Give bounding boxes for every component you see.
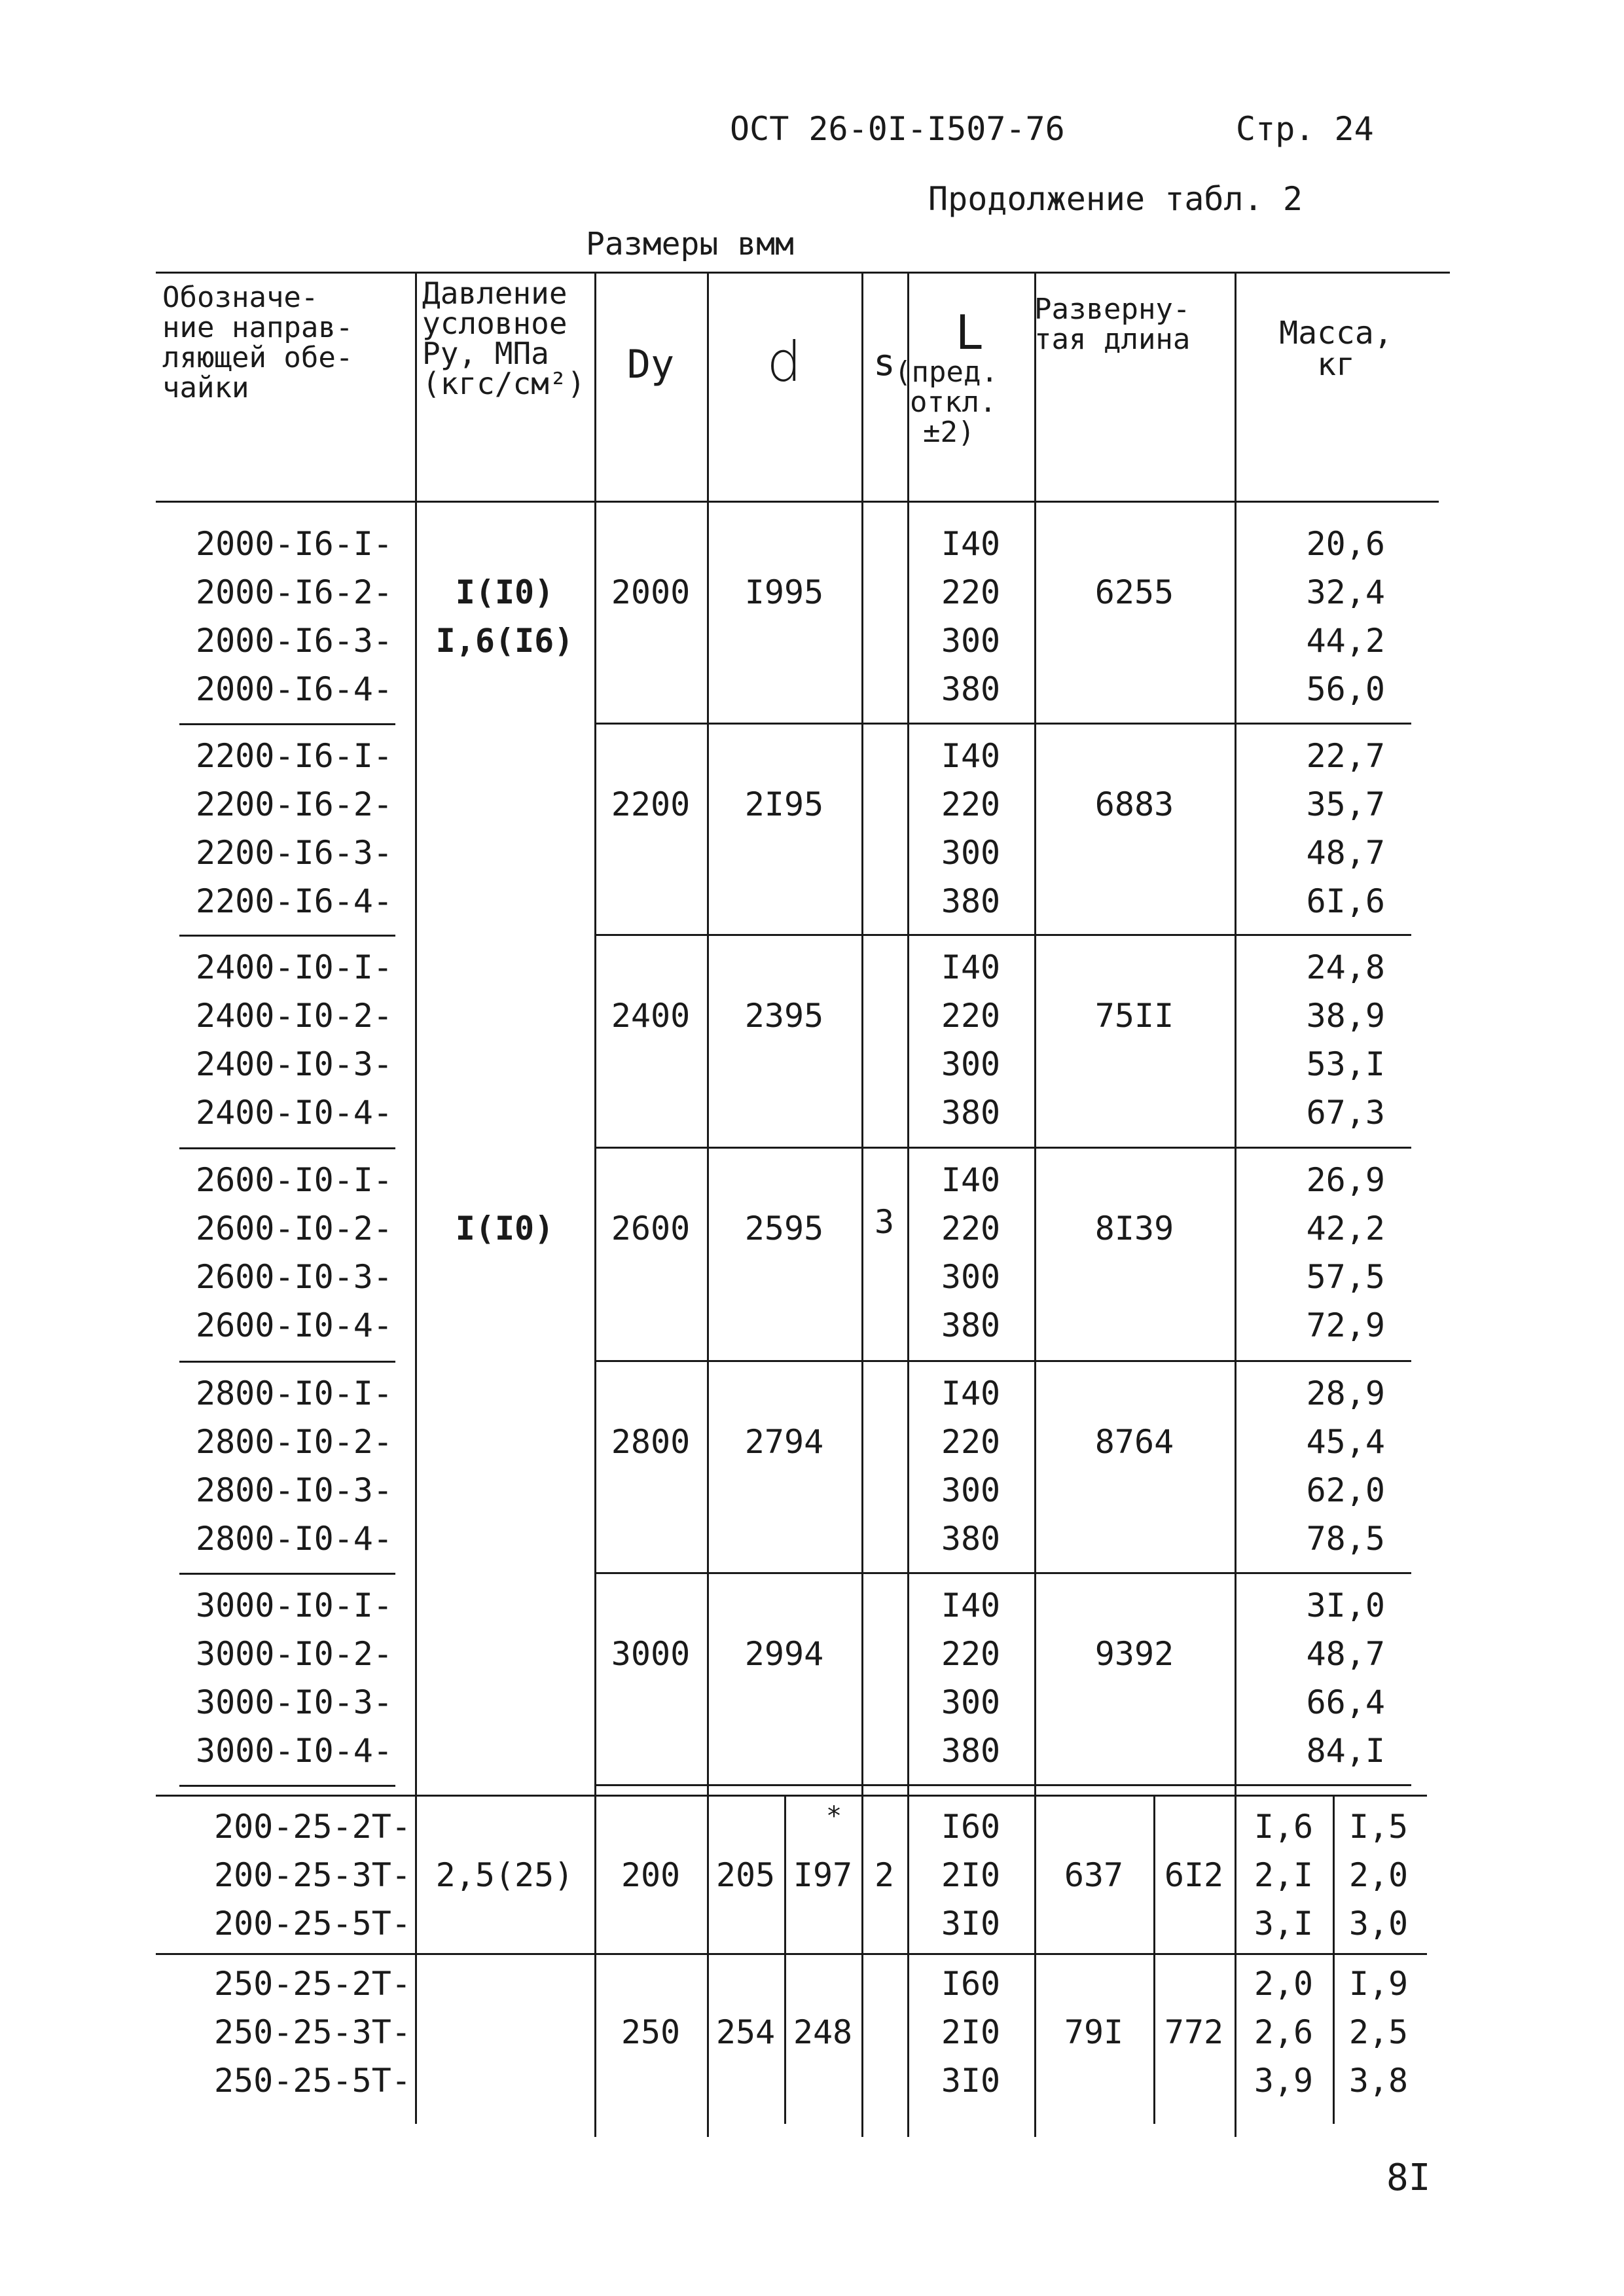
mass-value: 67,3 [1306,1094,1385,1132]
mass-value: 44,2 [1306,622,1385,660]
mass-list [1235,1369,1385,1563]
length-value: I40 [941,737,1001,775]
length-value: I40 [941,1374,1001,1412]
designation: 250-25-3Т- [213,2013,411,2051]
mass-list-alt [1333,1960,1424,2105]
mass-value: 84,I [1306,1732,1385,1770]
dy-value: 2200 [611,785,691,823]
designation: 2400-I0-2- [195,997,393,1035]
designation-list [162,732,393,925]
mass-value: 56,0 [1306,670,1385,708]
mass-value: 22,7 [1306,737,1385,775]
mass-value: 3,0 [1348,1905,1409,1943]
mass-value: I,6 [1254,1808,1314,1846]
d-value: 2595 [744,1210,824,1247]
length-value: 300 [941,834,1001,872]
developed-length-value: 6255 [1094,573,1174,611]
column-header-dy: Dу [626,342,675,387]
designation: 250-25-2Т- [213,1965,411,2003]
designation: 2200-I6-I- [195,737,393,775]
d-value: 2I95 [744,785,824,823]
length-value: 220 [941,1423,1001,1461]
length-value: I60 [941,1965,1001,2003]
mass-value: 38,9 [1306,997,1385,1035]
length-value: 220 [941,785,1001,823]
length-value: 220 [941,1635,1001,1673]
length-value: 220 [941,573,1001,611]
mass-value: 72,9 [1306,1306,1385,1344]
designation: 2800-I0-3- [195,1471,393,1509]
mass-value: 3I,0 [1306,1587,1385,1624]
mass-value: 20,6 [1306,525,1385,563]
mass-value: 2,6 [1254,2013,1314,2051]
mass-value: 62,0 [1306,1471,1385,1509]
designation: 2200-I6-2- [195,785,393,823]
developed-length-value: 6883 [1094,785,1174,823]
document-code: ОСТ 26-0I-I507-76 [730,110,1065,148]
page-number: 8I [1386,2157,1431,2199]
mass-value: 2,0 [1254,1965,1314,2003]
length-value: 380 [941,1306,1001,1344]
column-header-length: L (пред. откл. ±2) [894,305,998,449]
designation: 2200-I6-3- [195,834,393,872]
length-value: 380 [941,1520,1001,1558]
developed-length-value: 79I [1064,2013,1124,2051]
length-value: I40 [941,525,1001,563]
pressure-value: 2,5(25) [435,1856,574,1894]
mass-list-alt [1333,1803,1424,1948]
developed-length-value: 75II [1094,997,1174,1035]
designation: 2400-I0-4- [195,1094,393,1132]
length-value: 2I0 [941,1856,1001,1894]
designation-list [162,1156,393,1350]
mass-list [1235,732,1385,925]
column-header-developed-length: Разверну- тая длина [1034,293,1191,356]
length-list [907,1369,1034,1563]
mass-value: 3,9 [1254,2062,1314,2100]
mass-list [1235,1156,1385,1350]
developed-length-value: 637 [1064,1856,1124,1894]
mass-value: 2,0 [1348,1856,1409,1894]
mass-value: 2,I [1254,1856,1314,1894]
dy-value: 250 [621,2013,681,2051]
designation: 3000-I0-4- [195,1732,393,1770]
designation-list [162,1803,411,1948]
mass-value: 2,5 [1348,2013,1409,2051]
developed-length-value: 8764 [1094,1423,1174,1461]
wall-thickness-value: 3 [874,1203,895,1241]
designation: 2400-I0-I- [195,948,393,986]
length-value: 300 [941,1045,1001,1083]
length-value: 300 [941,622,1001,660]
length-value: I40 [941,1587,1001,1624]
dy-value: 2800 [611,1423,691,1461]
d-value: 2994 [744,1635,824,1673]
length-value: 300 [941,1683,1001,1721]
mass-list [1235,943,1385,1137]
mass-list [1235,1581,1385,1775]
d-value: 2794 [744,1423,824,1461]
length-value: 380 [941,670,1001,708]
developed-length-value-alt: 772 [1164,2013,1224,2051]
d-value: 205 [715,1856,776,1894]
designation: 200-25-2Т- [213,1808,411,1846]
dy-value: 2400 [611,997,691,1035]
designation: 2600-I0-2- [195,1210,393,1247]
designation-list [162,1369,393,1563]
mass-value: 66,4 [1306,1683,1385,1721]
mass-value: 3,8 [1348,2062,1409,2100]
length-value: 3I0 [941,2062,1001,2100]
length-list [907,1156,1034,1350]
length-list [907,520,1034,713]
d-value-alt: I97 [793,1856,853,1894]
mass-value: 42,2 [1306,1210,1385,1247]
designation: 2000-I6-3- [195,622,393,660]
column-header-pressure: Давление условное Pу, МПа (кгс/см²) [422,276,586,401]
mass-value: 48,7 [1306,834,1385,872]
dy-value: 2000 [611,573,691,611]
column-header-s: s [873,342,895,384]
mass-value: 57,5 [1306,1258,1385,1296]
length-value: 380 [941,1094,1001,1132]
dy-value: 200 [621,1856,681,1894]
mass-list [1235,520,1385,713]
length-value: 220 [941,997,1001,1035]
mass-value: I,5 [1348,1808,1409,1846]
length-value: 2I0 [941,2013,1001,2051]
d-value: I995 [744,573,824,611]
column-header-designation: Обозначе- ние направ- ляющей обе- чайки [162,281,353,404]
column-header-mass: Масса, кг [1279,315,1393,383]
designation: 2000-I6-I- [195,525,393,563]
length-value: I40 [941,948,1001,986]
mass-value: I,9 [1348,1965,1409,2003]
d-value: 254 [715,2013,776,2051]
designation-list [162,520,393,713]
page-label: Стр. 24 [1236,110,1374,148]
length-value: 300 [941,1258,1001,1296]
d-value-alt: 248 [793,2013,853,2051]
designation: 2800-I0-I- [195,1374,393,1412]
mass-list [1235,1960,1333,2105]
length-list [907,943,1034,1137]
mass-value: 6I,6 [1306,882,1385,920]
mass-list [1235,1803,1333,1948]
column-header-d: d [767,330,802,394]
developed-length-value: 9392 [1094,1635,1174,1673]
mass-value: 26,9 [1306,1161,1385,1199]
designation: 200-25-5Т- [213,1905,411,1943]
designation: 2400-I0-3- [195,1045,393,1083]
table-continuation-note: Продолжение табл. 2 [928,180,1303,218]
length-list [907,1960,1034,2105]
designation-list [162,943,393,1137]
designation-list [162,1960,411,2105]
mass-value: 24,8 [1306,948,1385,986]
length-value: 300 [941,1471,1001,1509]
length-value: I60 [941,1808,1001,1846]
pressure-value: I(I0) [455,1210,554,1247]
length-value: 3I0 [941,1905,1001,1943]
designation: 2000-I6-2- [195,573,393,611]
mass-value: 48,7 [1306,1635,1385,1673]
mass-value: 3,I [1254,1905,1314,1943]
designation: 2600-I0-3- [195,1258,393,1296]
designation: 2800-I0-2- [195,1423,393,1461]
mass-value: 32,4 [1306,573,1385,611]
mass-value: 53,I [1306,1045,1385,1083]
d-footnote-mark: * [826,1801,842,1831]
designation: 250-25-5Т- [213,2062,411,2100]
designation: 3000-I0-3- [195,1683,393,1721]
designation: 2000-I6-4- [195,670,393,708]
designation: 2600-I0-I- [195,1161,393,1199]
mass-value: 35,7 [1306,785,1385,823]
developed-length-value: 8I39 [1094,1210,1174,1247]
dy-value: 3000 [611,1635,691,1673]
length-value: I40 [941,1161,1001,1199]
dy-value: 2600 [611,1210,691,1247]
mass-value: 78,5 [1306,1520,1385,1558]
designation-list [162,1581,393,1775]
length-list [907,732,1034,925]
designation: 3000-I0-2- [195,1635,393,1673]
length-value: 380 [941,882,1001,920]
designation: 2800-I0-4- [195,1520,393,1558]
mass-value: 28,9 [1306,1374,1385,1412]
wall-thickness-value: 2 [874,1856,895,1894]
length-value: 380 [941,1732,1001,1770]
pressure-value: I,6(I6) [435,622,574,660]
pressure-value: I(I0) [455,573,554,611]
units-note: Размеры вмм [586,226,794,262]
d-value: 2395 [744,997,824,1035]
designation: 200-25-3Т- [213,1856,411,1894]
designation: 2200-I6-4- [195,882,393,920]
length-list [907,1803,1034,1948]
length-list [907,1581,1034,1775]
length-value: 220 [941,1210,1001,1247]
mass-value: 45,4 [1306,1423,1385,1461]
designation: 2600-I0-4- [195,1306,393,1344]
developed-length-value-alt: 6I2 [1164,1856,1224,1894]
designation: 3000-I0-I- [195,1587,393,1624]
